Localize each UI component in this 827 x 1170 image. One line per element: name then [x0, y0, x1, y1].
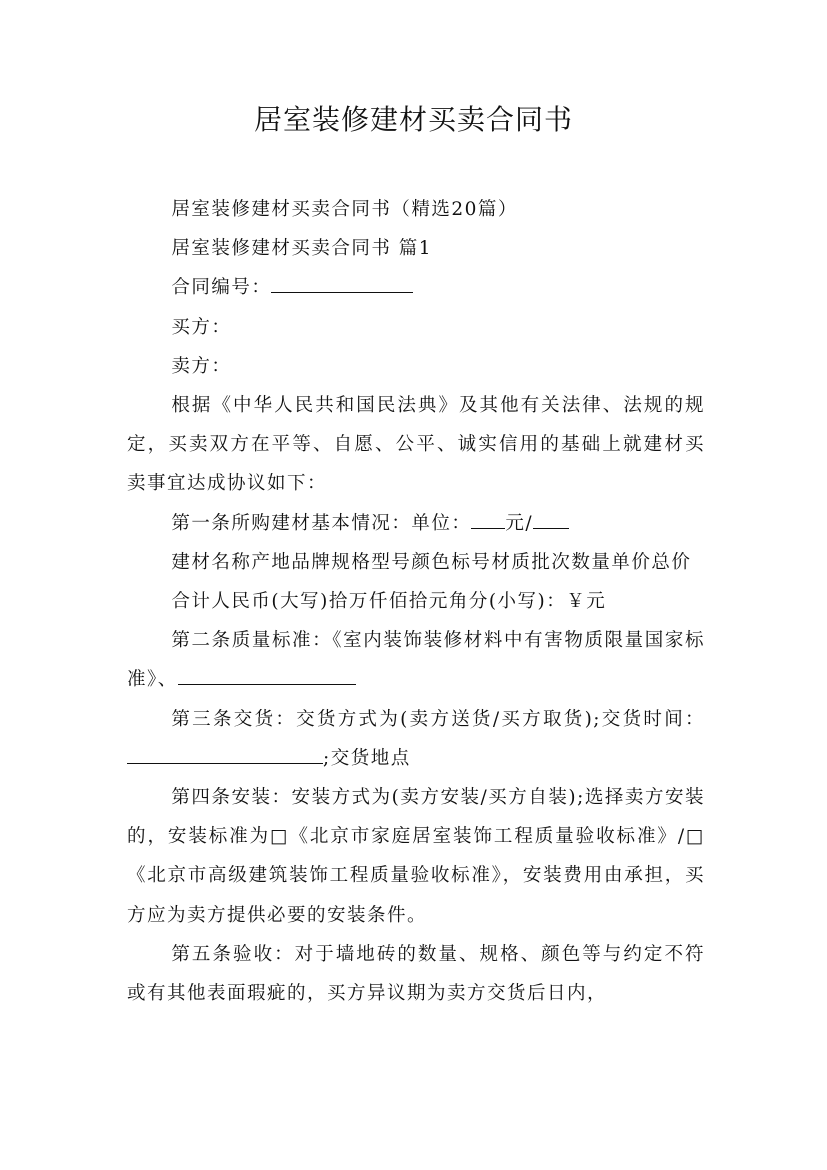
article-3-suffix: ;交货地点: [323, 747, 411, 769]
article-2-text: 第二条质量标准：《室内装饰装修材料中有害物质限量国家标准》、: [127, 630, 705, 691]
document-body: [127, 190, 705, 1013]
article-2-line: [127, 621, 705, 699]
unit-price-blank: [471, 508, 505, 528]
quality-standard-blank: [178, 665, 356, 685]
materials-table-header: 建材名称产地品牌规格型号颜色标号材质批次数量单价总价: [171, 551, 692, 573]
article-5-paragraph: 第五条验收：对于墙地砖的数量、规格、颜色等与约定不符或有其他表面瑕疵的，买方异议期为卖方交货后日内，: [127, 943, 705, 1005]
unit-blank: [533, 508, 569, 528]
article-4-paragraph: 第四条安装：安装方式为(卖方安装/买方自装);选择卖方安装的，安装标准为□《北京市家庭居室装饰工程质量验收标准》/□《北京市高级建筑装饰工程质量验收标准》，安装费用由承担，买方应为卖方提供必要的安装条件。: [127, 787, 705, 926]
seller-line: 卖方：: [171, 355, 232, 377]
article-3-text: 第三条交货：交货方式为(卖方送货/买方取货);交货时间：: [171, 708, 705, 730]
section-heading: 居室装修建材买卖合同书 篇1: [171, 238, 433, 260]
preamble-paragraph: 根据《中华人民共和国民法典》及其他有关法律、法规的规定，买卖双方在平等、自愿、公平、诚实信用的基础上就建材买卖事宜达成协议如下：: [127, 395, 705, 495]
article-1-line: [127, 504, 705, 543]
total-amount-line: 合计人民币(大写)拾万仟佰拾元角分(小写)：￥元: [171, 591, 607, 613]
article-1-unit-text: 元/: [505, 512, 534, 534]
buyer-line: 买方：: [171, 316, 232, 338]
delivery-time-blank: [127, 743, 323, 763]
article-3-line: [127, 700, 705, 778]
document-subtitle: 居室装修建材买卖合同书（精选20篇）: [171, 199, 518, 220]
contract-number-label: 合同编号：: [171, 277, 272, 299]
contract-number-blank: [271, 273, 413, 293]
document-title: 居室装修建材买卖合同书: [253, 103, 573, 136]
contract-number-line: [127, 268, 705, 307]
article-1-text: 第一条所购建材基本情况：单位：: [171, 512, 472, 534]
